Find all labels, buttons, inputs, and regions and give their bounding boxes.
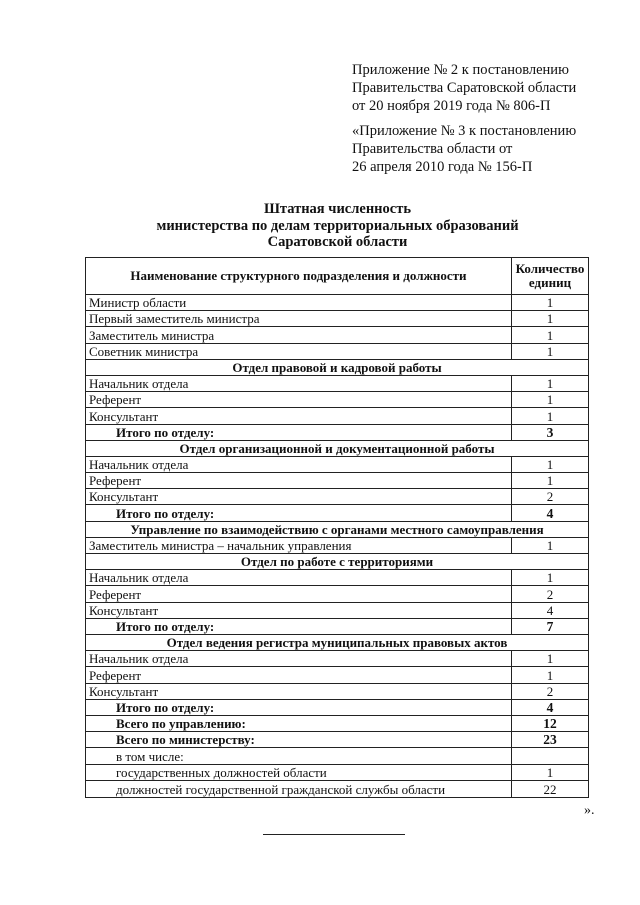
- position-name: Консультант: [86, 408, 512, 424]
- position-name: Итого по отделу:: [86, 699, 512, 715]
- position-name: Референт: [86, 473, 512, 489]
- quoted-appendix-header: [352, 122, 576, 176]
- position-count: 1: [512, 456, 589, 472]
- section-title: Управление по взаимодействию с органами местного самоуправления: [86, 521, 589, 537]
- position-count: 1: [512, 408, 589, 424]
- position-name: государственных должностей области: [86, 764, 512, 781]
- table-row: [86, 602, 589, 618]
- table-row: [86, 764, 589, 781]
- position-count: 1: [512, 570, 589, 586]
- position-count: 1: [512, 392, 589, 408]
- section-row: [86, 554, 589, 570]
- position-count: 1: [512, 327, 589, 343]
- table-row: [86, 311, 589, 327]
- table-row: [86, 375, 589, 391]
- position-count: 1: [512, 473, 589, 489]
- section-title: Отдел по работе с территориями: [86, 554, 589, 570]
- table-header-row: [86, 258, 589, 295]
- total-row: [86, 732, 589, 748]
- position-name: Заместитель министра – начальник управления: [86, 537, 512, 553]
- position-name: Референт: [86, 586, 512, 602]
- position-name: Всего по управлению:: [86, 715, 512, 731]
- position-count: 1: [512, 764, 589, 781]
- position-name: Советник министра: [86, 343, 512, 359]
- appendix-line-2: Правительства Саратовской области: [352, 80, 577, 96]
- column-header-name: Наименование структурного подразделения и должности: [86, 258, 512, 295]
- appendix-line-3: от 20 ноября 2019 года № 806-П: [352, 98, 551, 114]
- section-title: Отдел организационной и документационной работы: [86, 440, 589, 456]
- quoted-line-1: «Приложение № 3 к постановлению: [352, 123, 577, 139]
- section-row: [86, 521, 589, 537]
- section-title: Отдел ведения регистра муниципальных правовых актов: [86, 634, 589, 650]
- position-name: Референт: [86, 667, 512, 683]
- table-row: [86, 392, 589, 408]
- position-name: Первый заместитель министра: [86, 311, 512, 327]
- section-row: [86, 359, 589, 375]
- position-name: Консультант: [86, 683, 512, 699]
- appendix-header: [352, 61, 576, 115]
- table-row: [86, 456, 589, 472]
- position-name: должностей государственной гражданской службы области: [86, 781, 512, 798]
- position-count: 1: [512, 343, 589, 359]
- position-count: 4: [512, 505, 589, 521]
- table-row: [86, 489, 589, 505]
- table-row: [86, 570, 589, 586]
- total-row: [86, 618, 589, 634]
- position-name: Консультант: [86, 602, 512, 618]
- position-count: 1: [512, 667, 589, 683]
- position-name: Всего по министерству:: [86, 732, 512, 748]
- table-row: [86, 295, 589, 311]
- table-row: [86, 586, 589, 602]
- position-count: 4: [512, 602, 589, 618]
- appendix-line-1: Приложение № 2 к постановлению: [352, 62, 569, 78]
- section-row: [86, 634, 589, 650]
- bottom-divider: [263, 834, 405, 835]
- position-name: Консультант: [86, 489, 512, 505]
- position-name: Начальник отдела: [86, 375, 512, 391]
- table-body: [86, 295, 589, 798]
- table-row: [86, 748, 589, 765]
- column-header-count: Количество единиц: [512, 258, 589, 295]
- position-name: Начальник отдела: [86, 651, 512, 667]
- position-count: 3: [512, 424, 589, 440]
- table-row: [86, 781, 589, 798]
- position-count: 2: [512, 586, 589, 602]
- document-title: [85, 201, 590, 251]
- table-row: [86, 651, 589, 667]
- position-name: в том числе:: [86, 748, 512, 765]
- position-count: 1: [512, 651, 589, 667]
- section-row: [86, 440, 589, 456]
- position-count: 4: [512, 699, 589, 715]
- position-count: 2: [512, 683, 589, 699]
- staffing-table: [85, 257, 589, 798]
- position-name: Итого по отделу:: [86, 505, 512, 521]
- position-count: 22: [512, 781, 589, 798]
- closing-quote: ».: [584, 803, 595, 818]
- table-row: [86, 473, 589, 489]
- position-count: 23: [512, 732, 589, 748]
- table-row: [86, 327, 589, 343]
- table-row: [86, 537, 589, 553]
- title-line-2: министерства по делам территориальных образований: [156, 217, 519, 234]
- total-row: [86, 715, 589, 731]
- table-row: [86, 343, 589, 359]
- position-name: Итого по отделу:: [86, 424, 512, 440]
- position-name: Заместитель министра: [86, 327, 512, 343]
- title-line-3: Саратовской области: [267, 234, 408, 250]
- position-count: 1: [512, 311, 589, 327]
- total-row: [86, 424, 589, 440]
- position-name: Референт: [86, 392, 512, 408]
- table-row: [86, 408, 589, 424]
- position-count: [512, 748, 589, 765]
- position-name: Итого по отделу:: [86, 618, 512, 634]
- position-count: 7: [512, 618, 589, 634]
- section-title: Отдел правовой и кадровой работы: [86, 359, 589, 375]
- total-row: [86, 505, 589, 521]
- total-row: [86, 699, 589, 715]
- table-row: [86, 683, 589, 699]
- position-name: Министр области: [86, 295, 512, 311]
- position-count: 1: [512, 295, 589, 311]
- table-row: [86, 667, 589, 683]
- position-count: 12: [512, 715, 589, 731]
- position-name: Начальник отдела: [86, 456, 512, 472]
- position-count: 1: [512, 537, 589, 553]
- position-name: Начальник отдела: [86, 570, 512, 586]
- position-count: 2: [512, 489, 589, 505]
- title-line-1: Штатная численность: [263, 201, 412, 217]
- quoted-line-3: 26 апреля 2010 года № 156-П: [352, 159, 533, 175]
- quoted-line-2: Правительства области от: [352, 141, 513, 157]
- position-count: 1: [512, 375, 589, 391]
